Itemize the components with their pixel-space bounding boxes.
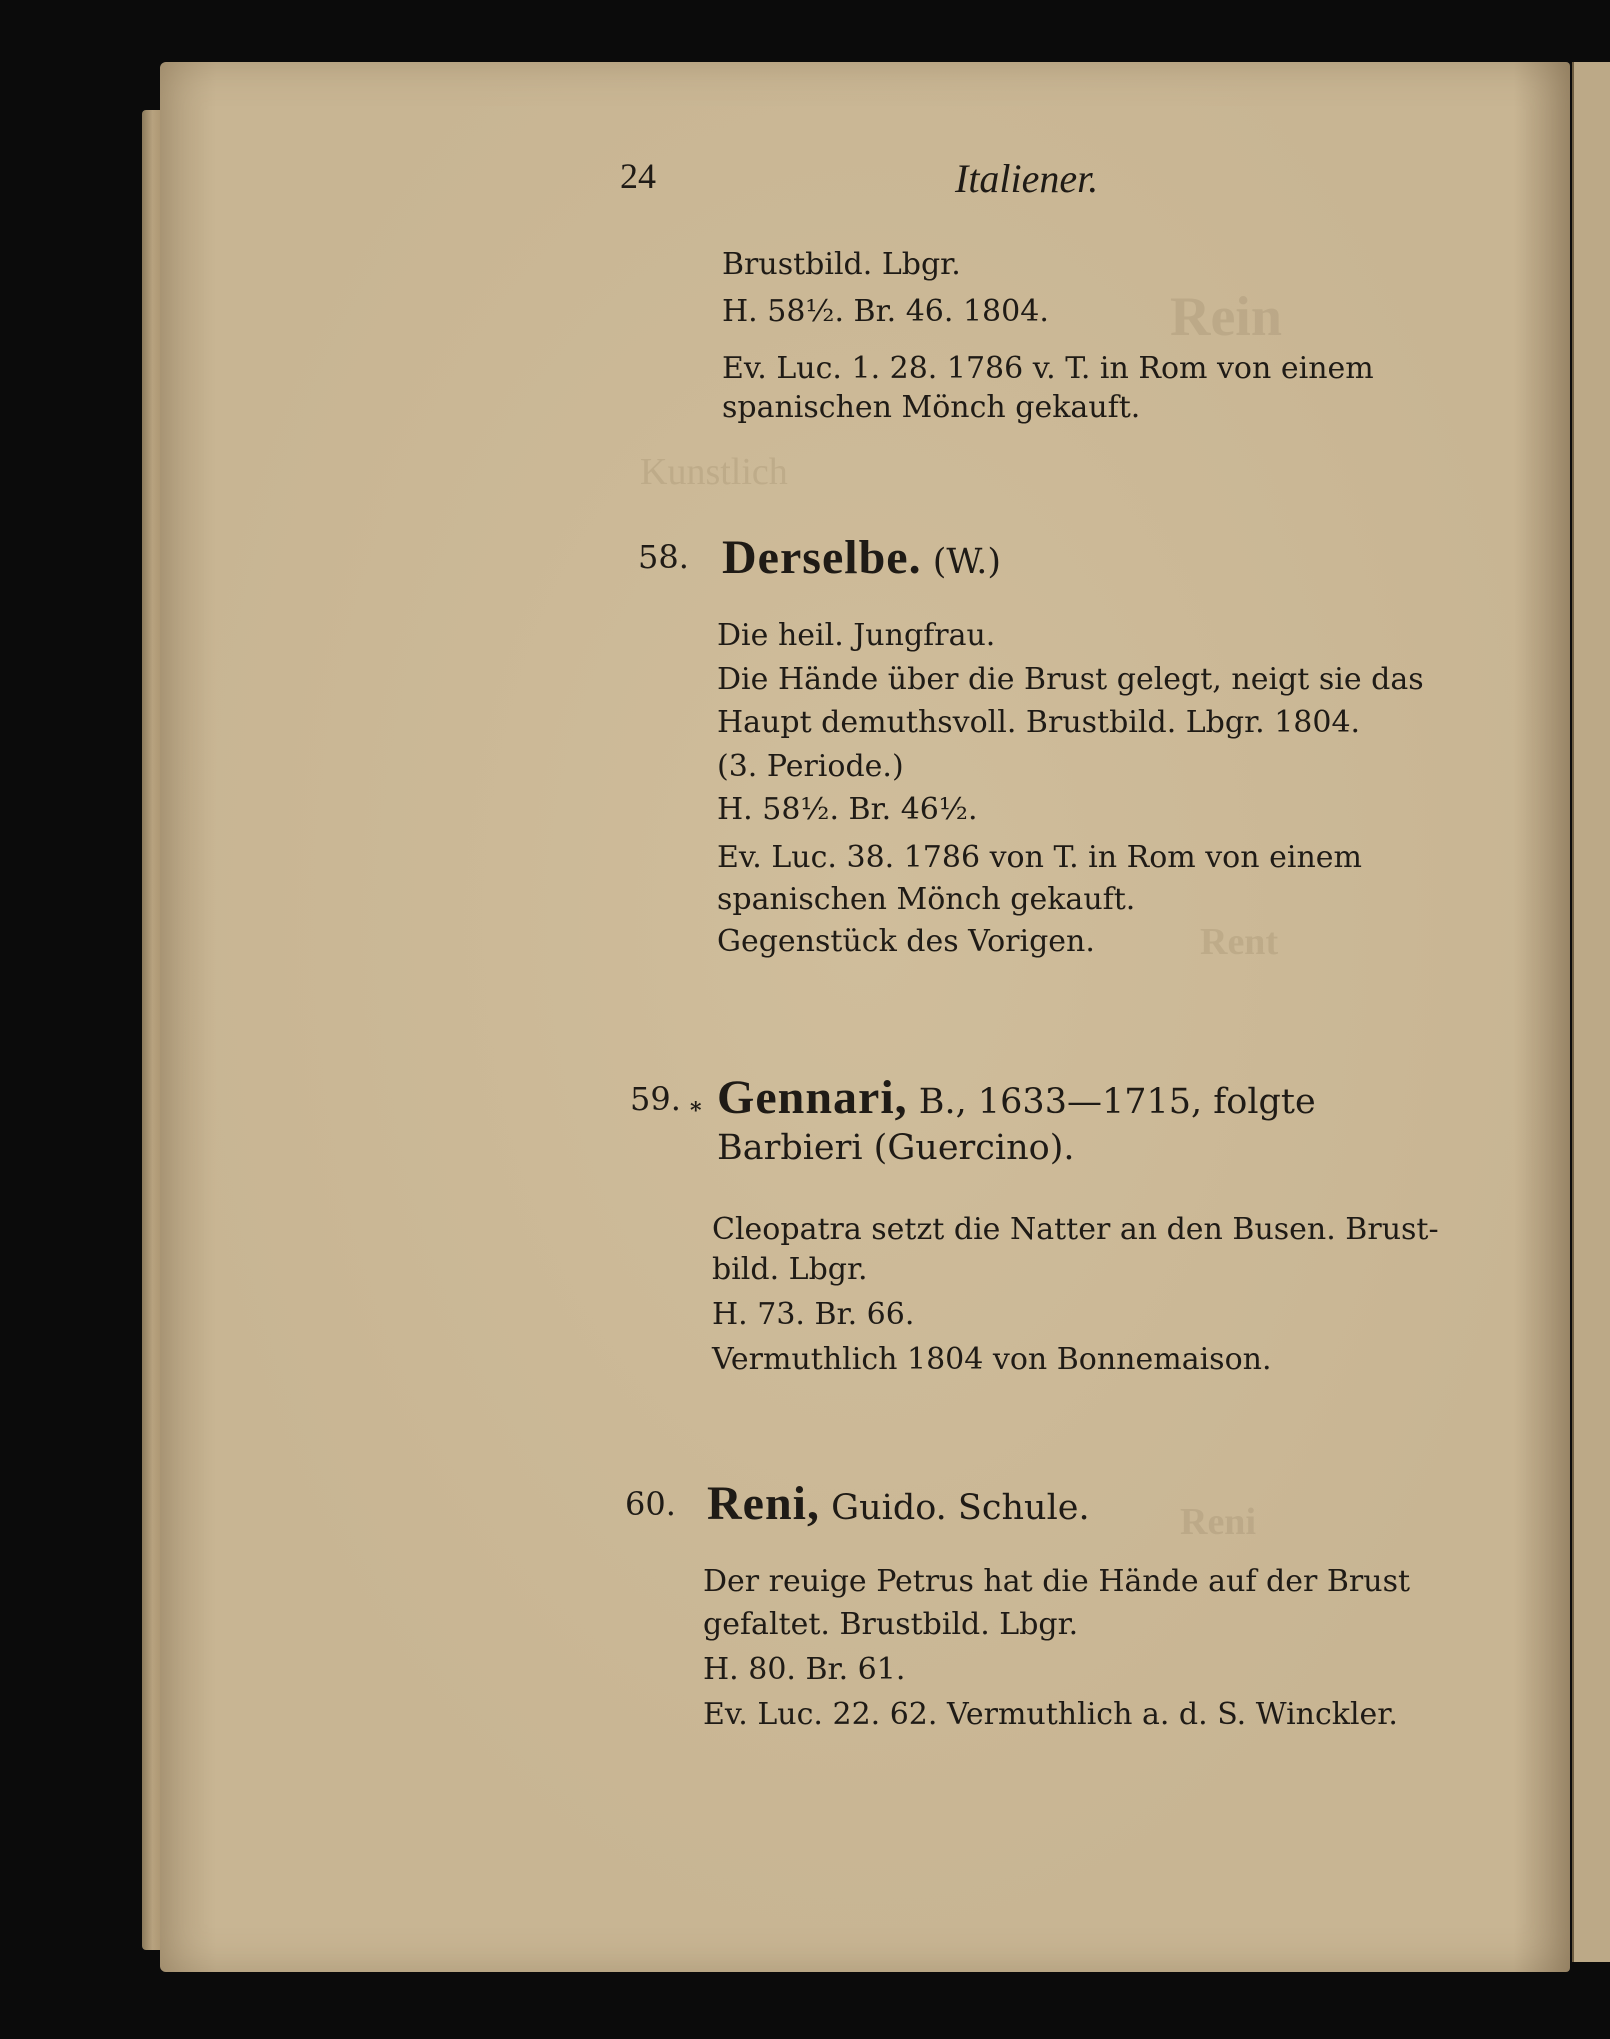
entry-line: H. 58½. Br. 46½. <box>717 792 978 827</box>
entry-line: Vermuthlich 1804 von Bonnemaison. <box>712 1342 1272 1377</box>
entry-line: spanischen Mönch gekauft. <box>722 390 1141 425</box>
entry-line: Der reuige Petrus hat die Hände auf der Brust <box>703 1564 1411 1599</box>
entry-heading <box>722 530 1001 585</box>
entry-number: 60. <box>625 1485 676 1523</box>
entry-line: H. 80. Br. 61. <box>703 1652 906 1687</box>
entry-line: gefaltet. Brustbild. Lbgr. <box>703 1607 1079 1642</box>
entry-line: Ev. Luc. 1. 28. 1786 v. T. in Rom von einem <box>722 351 1374 386</box>
entry-number: 59. <box>630 1080 681 1118</box>
marker-asterisk: * <box>690 1098 702 1124</box>
heading-rest: B., 1633—1715, folgte <box>907 1082 1316 1122</box>
entry-line: H. 58½. Br. 46. 1804. <box>722 294 1049 329</box>
show-through-text: Rein <box>1170 286 1282 348</box>
artist-name: Gennari, <box>717 1071 908 1124</box>
entry-number: 58. <box>638 538 689 576</box>
entry-line: (3. Periode.) <box>717 749 904 784</box>
running-title: Italiener. <box>955 156 1099 201</box>
entry-line: H. 73. Br. 66. <box>712 1297 915 1332</box>
entry-line: Ev. Luc. 38. 1786 von T. in Rom von einem <box>717 840 1362 875</box>
heading-continuation: Barbieri (Guercino). <box>717 1128 1075 1168</box>
entry-line: Haupt demuthsvoll. Brustbild. Lbgr. 1804. <box>717 705 1361 740</box>
facing-page-edge <box>1572 62 1610 1962</box>
page-number: 24 <box>620 156 656 196</box>
show-through-text: Kunstlich <box>640 451 788 493</box>
entry-line: Die heil. Jungfrau. <box>717 618 996 653</box>
entry-line: Cleopatra setzt die Natter an den Busen. Brust- <box>712 1212 1439 1247</box>
artist-name: Derselbe. <box>722 531 922 584</box>
entry-line: spanischen Mönch gekauft. <box>717 882 1136 917</box>
entry-line: Die Hände über die Brust gelegt, neigt sie das <box>717 662 1424 697</box>
artist-name: Reni, <box>707 1477 820 1530</box>
entry-heading <box>707 1476 1090 1531</box>
entry-line: Brustbild. Lbgr. <box>722 247 961 282</box>
entry-heading <box>717 1070 1316 1125</box>
heading-rest: Guido. Schule. <box>820 1488 1090 1528</box>
entry-line: Gegenstück des Vorigen. <box>717 924 1095 959</box>
entry-line: Ev. Luc. 22. 62. Vermuthlich a. d. S. Winckler. <box>703 1697 1398 1732</box>
show-through-text: Rent <box>1200 921 1279 963</box>
show-through-text: Reni <box>1180 1501 1256 1543</box>
heading-rest: (W.) <box>921 542 1002 582</box>
entry-line: bild. Lbgr. <box>712 1252 868 1287</box>
